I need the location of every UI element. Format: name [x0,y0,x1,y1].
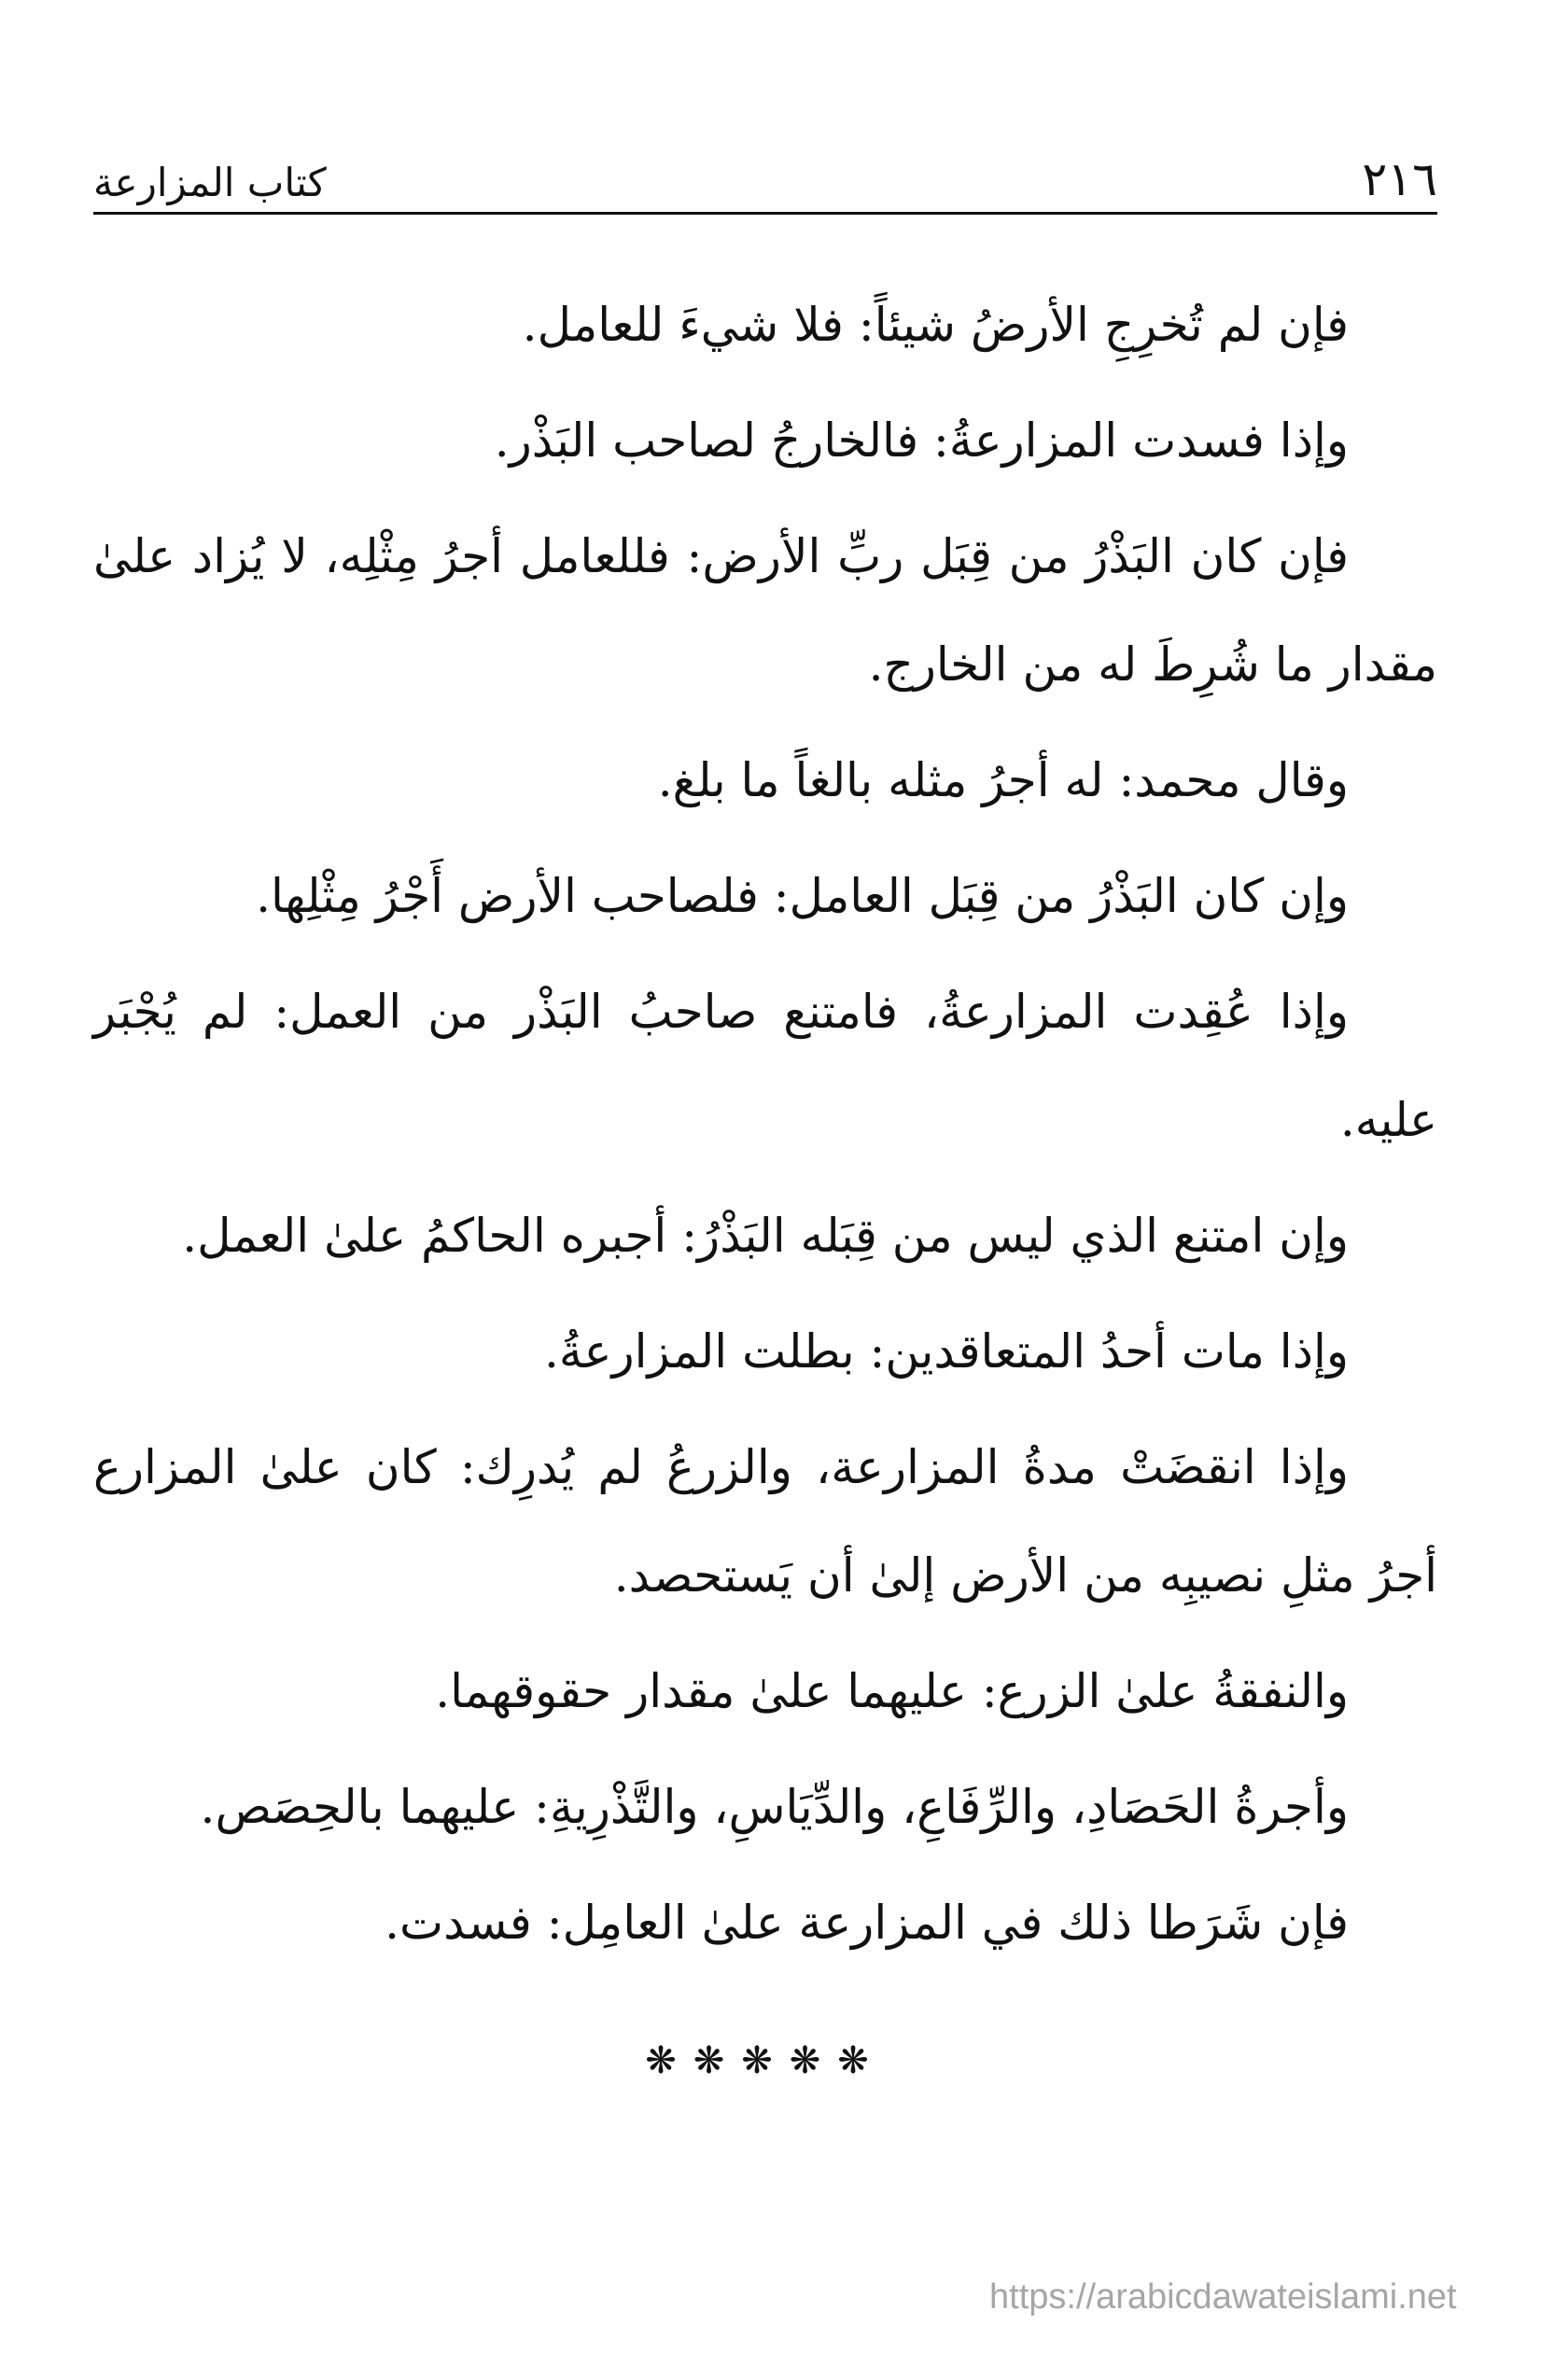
page-header [93,140,1437,215]
running-title: كتاب المزارعة [93,160,327,205]
page-number: ٢١٦ [1362,152,1437,206]
section-separator: ❋❋❋❋❋ [645,2039,886,2082]
paragraph-6: وإذا عُقِدت المزارعةُ، فامتنع صاحبُ البَذْر من العمل: لم يُجْبَر عليه. [93,985,1437,1147]
paragraph-3: فإن كان البَذْرُ من قِبَل ربِّ الأرض: فللعامل أجرُ مِثْلِه، لا يُزاد علىٰ مقدار ما شُرِطَ له من الخارج. [93,529,1437,692]
paragraph-8: وإذا مات أحدُ المتعاقدين: بطلت المزارعةُ. [543,1324,1349,1379]
paragraph-11: وأجرةُ الحَصَادِ، والرِّفَاعِ، والدِّيَاسِ، والتَّذْرِيةِ: عليهما بالحِصَص. [200,1780,1349,1834]
paragraph-5: وإن كان البَذْرُ من قِبَل العامل: فلصاحب الأرض أَجْرُ مِثْلِها. [256,869,1349,923]
paragraph-10: والنفقةُ علىٰ الزرع: عليهما علىٰ مقدار حقوقهما. [435,1664,1349,1718]
page-content [93,271,1437,1984]
paragraph-9: وإذا انقضَتْ مدةُ المزارعة، والزرعُ لم يُدرِك: كان علىٰ المزارع أجرُ مثلِ نصيبِه من الأرض إلىٰ أن يَستحصد. [93,1440,1437,1603]
paragraph-7: وإن امتنع الذي ليس من قِبَله البَذْرُ: أجبره الحاكمُ علىٰ العمل. [182,1209,1349,1263]
paragraph-1: فإن لم تُخرِجِ الأرضُ شيئاً: فلا شيءَ للعامل. [522,298,1349,352]
paragraph-4: وقال محمد: له أجرُ مثله بالغاً ما بلغ. [657,753,1349,807]
book-page [93,0,1457,2380]
paragraph-2: وإذا فسدت المزارعةُ: فالخارجُ لصاحب البَذْر. [494,413,1349,468]
paragraph-12: فإن شَرَطا ذلك في المزارعة علىٰ العامِل: فسدت. [385,1896,1349,1950]
watermark-url: https://arabicdawateislami.net [989,2277,1457,2317]
